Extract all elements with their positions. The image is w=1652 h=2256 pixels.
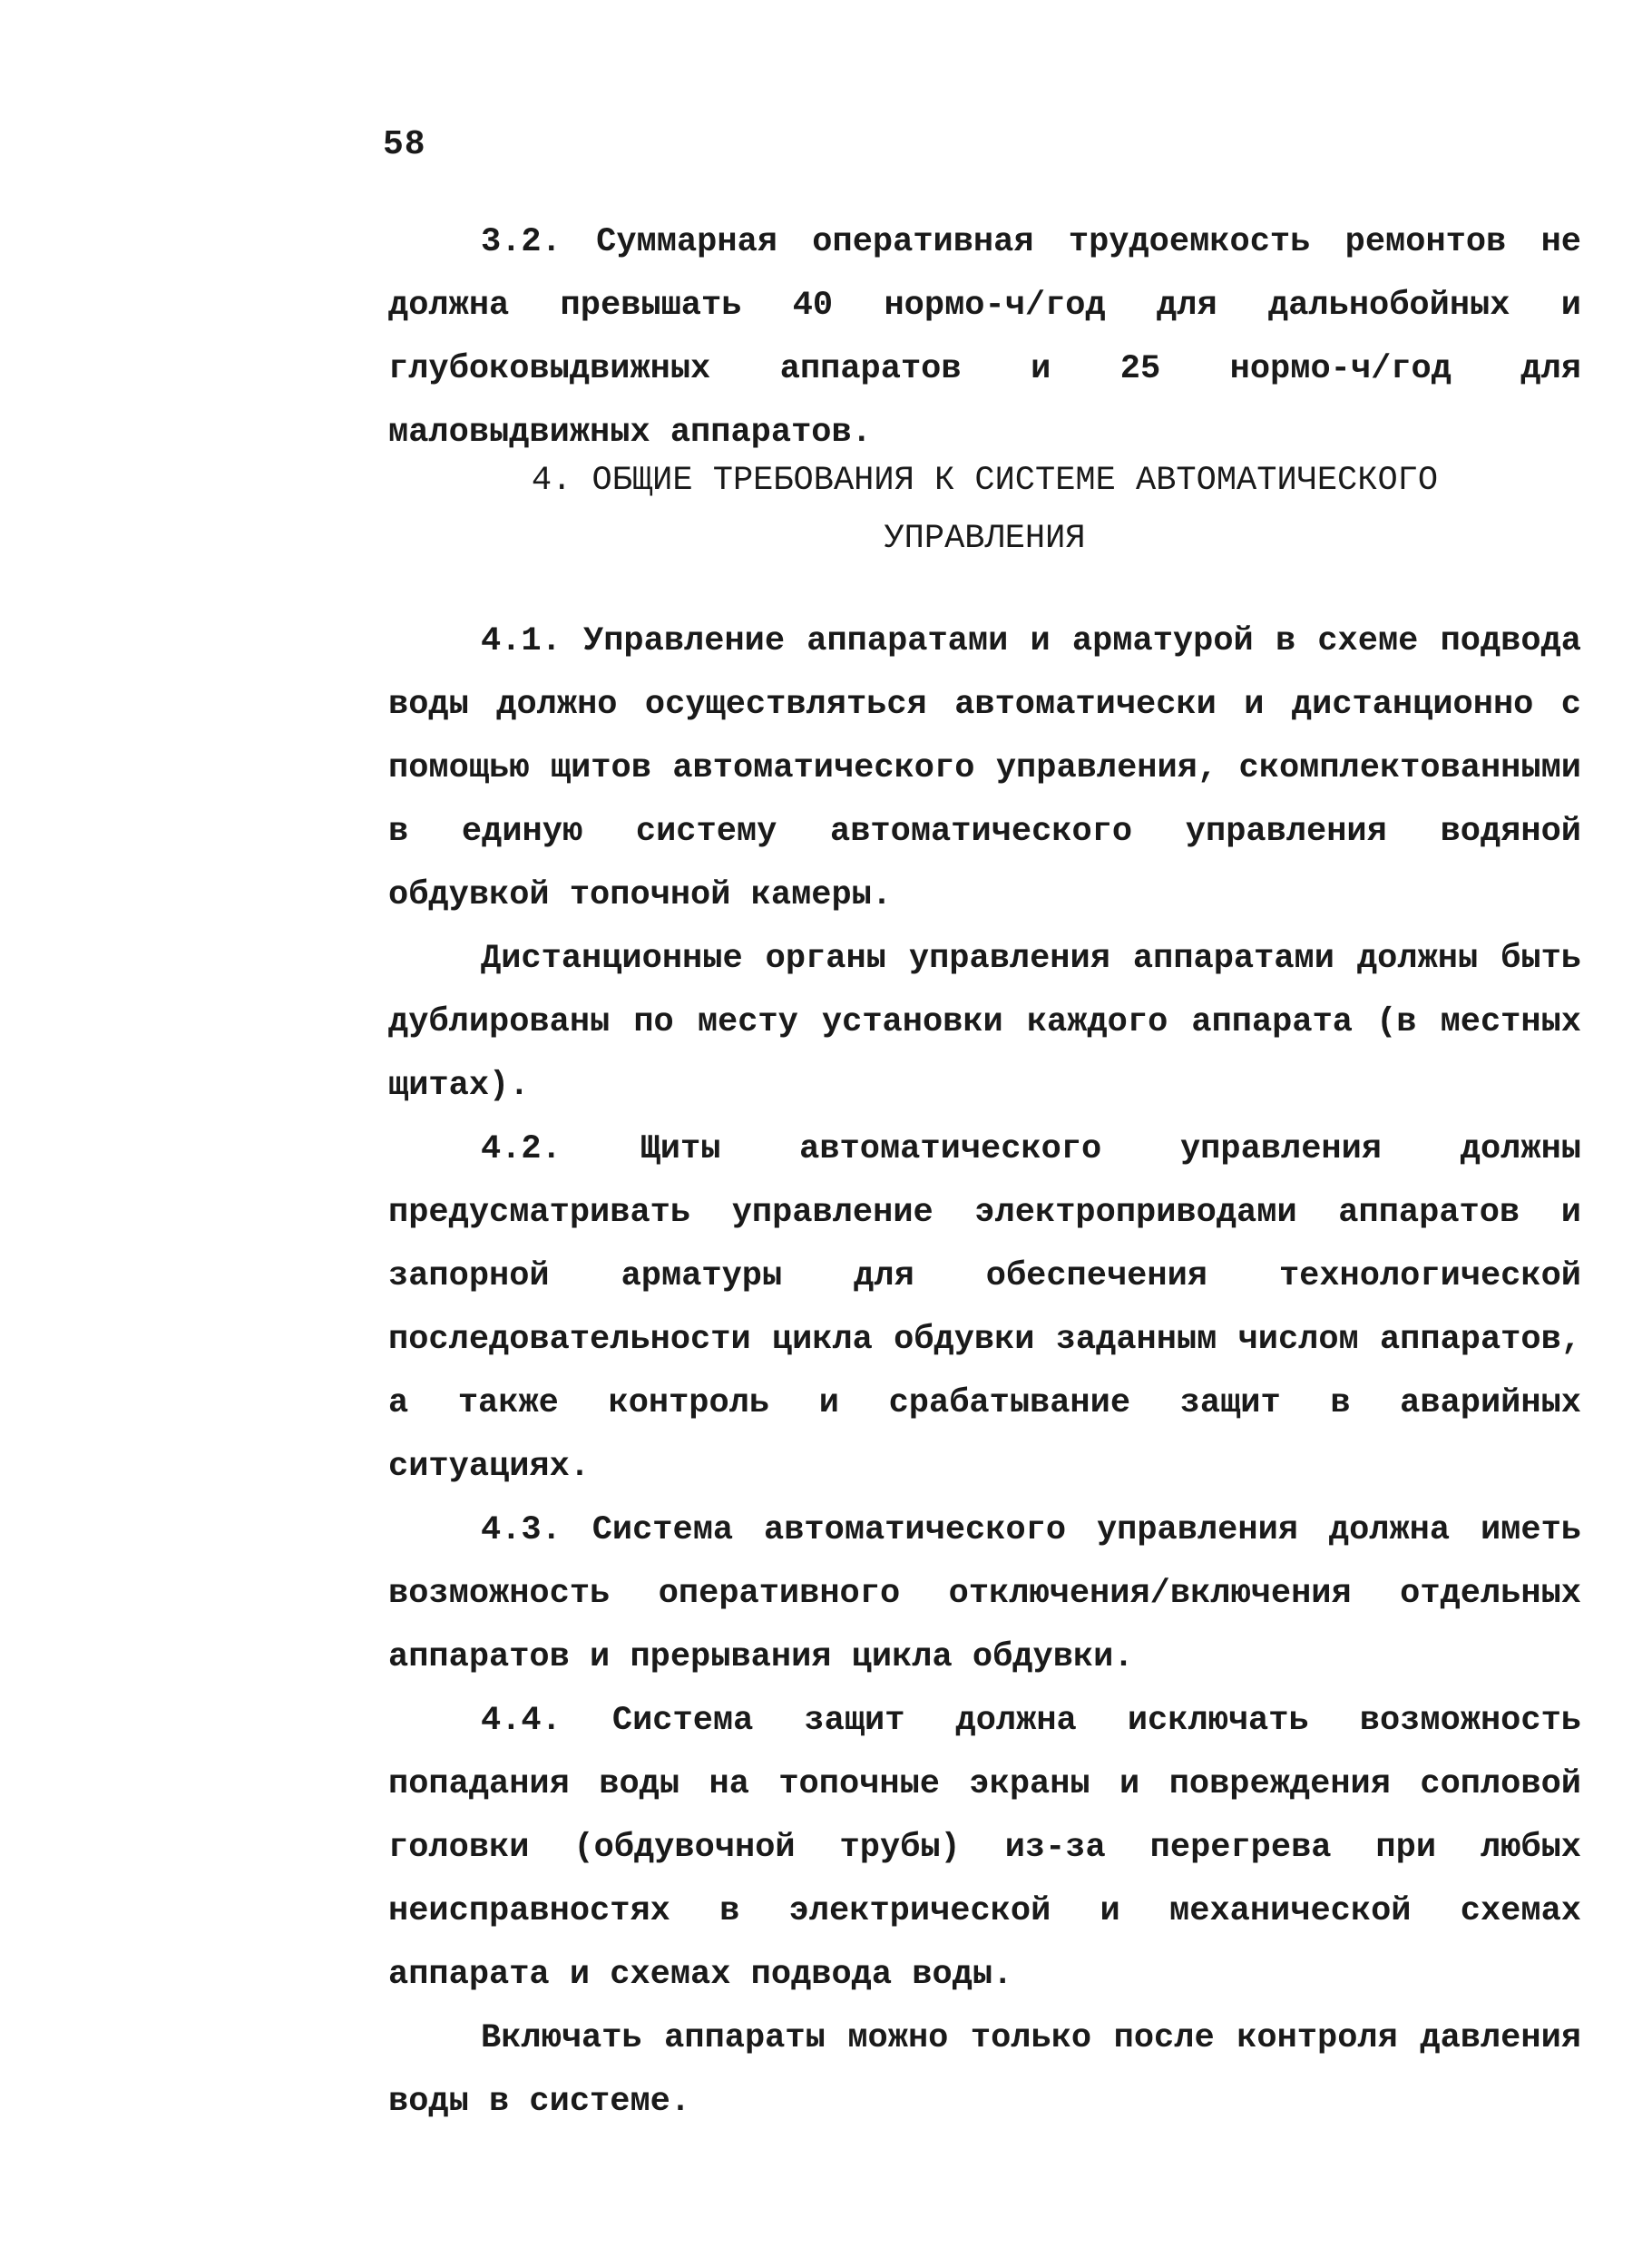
paragraph-4-1-continued: Дистанционные органы управления аппаратами должны быть дублированы по месту установки каждого аппарата (в местных щитах). xyxy=(388,940,1581,1105)
paragraph-4-4: 4.4. Система защит должна исключать возможность попадания воды на топочные экраны и повреждения сопловой головки (обдувочной трубы) из-за перегрева при любых неисправностях в электрической и механической схемах аппарата и схемах подвода воды. xyxy=(388,1702,1581,1994)
paragraph-4-4-continued: Включать аппараты можно только после контроля давления воды в системе. xyxy=(388,2019,1581,2121)
paragraph-4-2: 4.2. Щиты автоматического управления должны предусматривать управление электроприводами аппаратов и запорной арматуры для обеспечения технологической последовательности цикла обдувки заданным числом аппаратов, а также контроль и срабатывание защит в аварийных ситуациях. xyxy=(388,1130,1581,1486)
section-4-heading-line-1: 4. ОБЩИЕ ТРЕБОВАНИЯ К СИСТЕМЕ АВТОМАТИЧЕСКОГО xyxy=(531,462,1439,500)
section-3-block xyxy=(388,210,1581,464)
page-number: 58 xyxy=(383,125,426,164)
section-4-block xyxy=(388,610,1581,2134)
section-4-heading-line-2: УПРАВЛЕНИЯ xyxy=(884,520,1086,558)
paragraph-4-3: 4.3. Система автоматического управления должна иметь возможность оперативного отключения/включения отдельных аппаратов и прерывания цикла обдувки. xyxy=(388,1511,1581,1676)
paragraph-4-1: 4.1. Управление аппаратами и арматурой в схеме подвода воды должно осуществляться автоматически и дистанционно с помощью щитов автоматического управления, скомплектованными в единую систему автоматического управления водяной обдувкой топочной камеры. xyxy=(388,622,1581,914)
paragraph-3-2: 3.2. Суммарная оперативная трудоемкость ремонтов не должна превышать 40 нормо-ч/год для дальнобойных и глубоковыдвижных аппаратов и 25 нормо-ч/год для маловыдвижных аппаратов. xyxy=(388,223,1581,452)
section-4-heading xyxy=(388,452,1581,568)
